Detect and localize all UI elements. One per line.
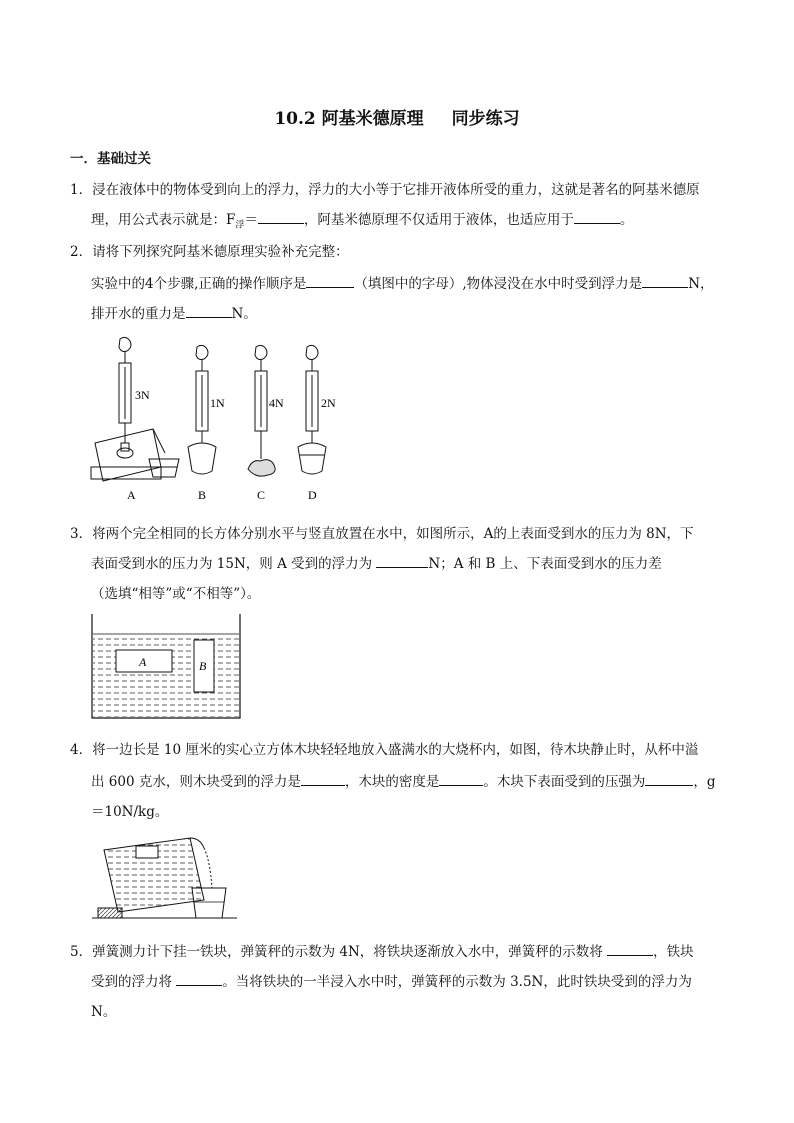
title-main: 10.2 阿基米德原理	[274, 109, 424, 129]
page-title	[0, 104, 794, 129]
label-b: B	[198, 488, 207, 502]
scale-c	[248, 345, 275, 476]
q3-figure	[90, 612, 245, 722]
q2-blank-weight[interactable]	[186, 305, 232, 318]
section-heading: 一．基础过关	[70, 151, 151, 167]
q1-line1: 1．浸在液体中的物体受到向上的浮力，浮力的大小等于它排开液体所受的重力，这就是著名的阿基米德原	[70, 182, 700, 198]
q1-blank-gas[interactable]	[574, 211, 620, 224]
block-b-label: B	[199, 659, 207, 673]
q2-line3: 排开水的重力是 N。	[91, 306, 257, 322]
block-a-label: A	[139, 655, 147, 669]
q2-blank-order[interactable]	[306, 275, 354, 288]
q2-line1: 2．请将下列探究阿基米德原理实验补充完整：	[70, 244, 349, 260]
wood-block	[136, 846, 158, 858]
q2-figure	[85, 335, 355, 507]
q4-line1: 4．将一边长是 10 厘米的实心立方体木块轻轻地放入盛满水的大烧杯内，如图，待木块静止时，从杯中溢	[70, 742, 699, 758]
scale-a	[91, 337, 179, 481]
q5-number: 5．	[70, 944, 93, 960]
q3-number: 3．	[70, 526, 93, 542]
title-sub: 同步练习	[451, 109, 520, 129]
q3-line3: （选填“相等”或“不相等”）。	[91, 586, 261, 602]
q5-line2: 受到的浮力将 。当将铁块的一半浸入水中时，弹簧秤的示数为 3.5N，此时铁块受到的浮力为	[91, 974, 692, 990]
label-d: D	[308, 488, 317, 502]
q5-line1: 5．弹簧测力计下挂一铁块，弹簧秤的示数为 4N，将铁块逐渐放入水中，弹簧秤的示数将 ，铁块	[70, 944, 694, 960]
q1-number: 1．	[70, 182, 93, 198]
reading-b: 1N	[210, 396, 225, 410]
q3-line1: 3．将两个完全相同的长方体分别水平与竖直放置在水中，如图所示，A的上表面受到水的压力为 8N，下	[70, 526, 694, 542]
q5-blank-reading[interactable]	[607, 943, 653, 956]
q1-blank-formula[interactable]	[258, 211, 304, 224]
q4-number: 4．	[70, 742, 93, 758]
q5-line3: N。	[91, 1004, 117, 1020]
q4-figure	[92, 830, 237, 922]
q3-blank-buoyancy[interactable]	[376, 555, 428, 568]
reading-a: 3N	[135, 388, 150, 402]
q4-blank-density[interactable]	[439, 773, 483, 786]
q2-blank-buoyancy[interactable]	[642, 275, 688, 288]
q4-blank-buoyancy[interactable]	[301, 773, 345, 786]
q4-line2: 出 600 克水，则木块受到的浮力是 ，木块的密度是 。木块下表面受到的压强为 ，g	[91, 774, 716, 790]
q4-blank-pressure[interactable]	[645, 773, 693, 786]
q3-line2: 表面受到水的压力为 15N，则 A 受到的浮力为 N；A 和 B 上、下表面受到水的压力差	[91, 556, 662, 572]
reading-c: 4N	[269, 396, 284, 410]
label-c: C	[257, 488, 266, 502]
q1-line2: 理，用公式表示就是：$F_浮=$ ，阿基米德原理不仅适用于液体，也适应用于 。	[91, 212, 634, 231]
q2-line2: 实验中的4个步骤,正确的操作顺序是 （填图中的字母）,物体浸没在水中时受到浮力是 N，	[91, 276, 714, 292]
q5-blank-buoyancy-change[interactable]	[176, 973, 222, 986]
label-a: A	[127, 488, 136, 502]
q4-line3: ＝10N/kg。	[91, 804, 169, 820]
q2-number: 2．	[70, 244, 93, 260]
reading-d: 2N	[321, 396, 336, 410]
